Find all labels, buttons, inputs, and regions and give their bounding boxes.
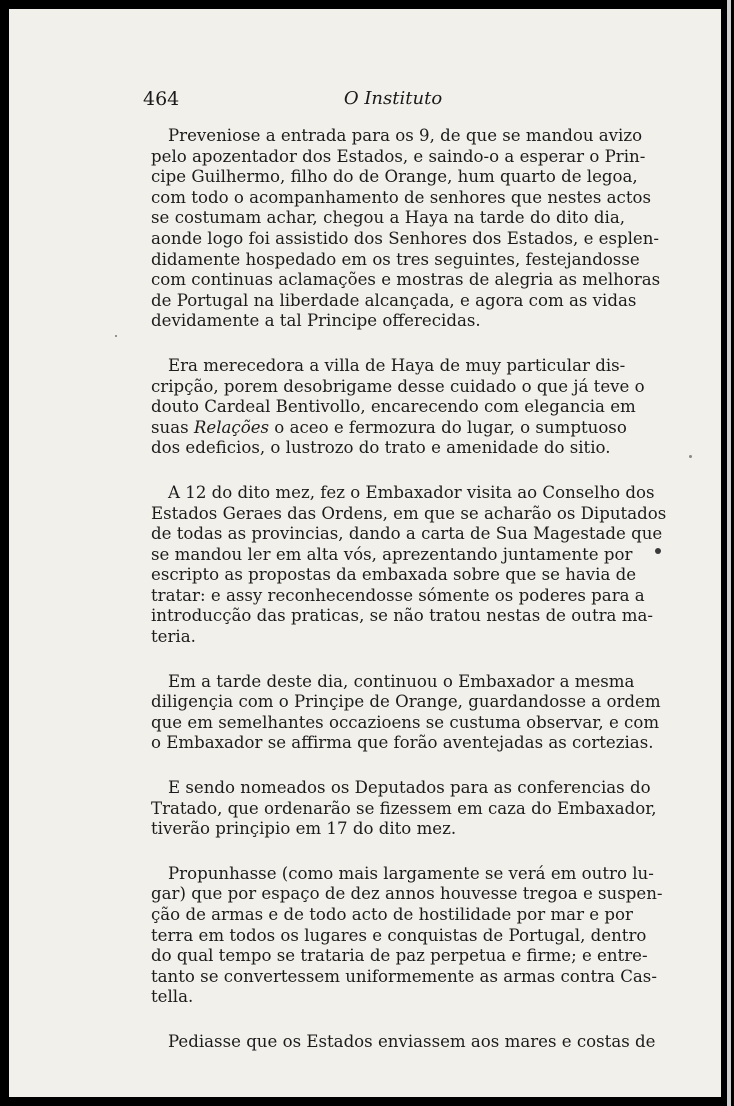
paragraph-2 (151, 355, 645, 459)
body-text (151, 126, 667, 1077)
text-line: A 12 do dito mez, fez o Embaxador visita ao Conselho dos (168, 482, 655, 502)
text-line: Pediasse que os Estados enviassem aos mares e costas de (168, 1031, 656, 1051)
text-line: devidamente a tal Principe offerecidas. (151, 311, 481, 331)
text-line: tratar: e assy reconhecendosse sómente os poderes para a (151, 585, 645, 605)
text-line: Tratado, que ordenarão se fizessem em caza do Embaxador, (151, 798, 657, 818)
text-line: gar) que por espaço de dez annos houvesse tregoa e suspen- (151, 884, 663, 904)
text-line: aonde logo foi assistido dos Senhores dos Estados, e esplen- (151, 228, 660, 248)
text-line: do qual tempo se trataria de paz perpetua e firme; e entre- (151, 946, 648, 966)
text-line: teria. (151, 627, 196, 647)
page-header (143, 88, 623, 114)
text-segment: suas (151, 417, 194, 437)
text-line: escripto as propostas da embaxada sobre que se havia de (151, 565, 637, 585)
ink-speck (655, 548, 661, 554)
text-segment: o aceo e fermozura do lugar, o sumptuoso (269, 417, 627, 437)
paragraph-3 (151, 482, 667, 648)
text-line: diligençia com o Prinçipe de Orange, guardandosse a ordem (151, 692, 661, 712)
running-title: O Instituto (343, 88, 443, 109)
text-line: pelo apozentador dos Estados, e saindo-o a esperar o Prin- (151, 146, 646, 166)
text-line: dos edeficios, o lustrozo do trato e amenidade do sitio. (151, 438, 611, 458)
text-line: de todas as provincias, dando a carta de Sua Magestade que (151, 524, 663, 544)
text-line: que em semelhantes occazioens se custuma observar, e com (151, 712, 660, 732)
text-line: tanto se convertessem uniformemente as armas contra Cas- (151, 966, 657, 986)
text-line-with-italic (151, 418, 625, 439)
text-line: Estados Geraes das Ordens, em que se acharão os Diputados (151, 503, 667, 523)
text-line: Em a tarde deste dia, continuou o Embaxador a mesma (168, 671, 635, 691)
text-line: de Portugal na liberdade alcançada, e agora com as vidas (151, 290, 637, 310)
text-line: tiverão prinçipio em 17 do dito mez. (151, 819, 457, 839)
text-line: Era merecedora a villa de Haya de muy particular dis- (168, 355, 626, 375)
ink-speck (689, 455, 692, 458)
paragraph-6 (151, 863, 663, 1008)
text-line: E sendo nomeados os Deputados para as conferencias do (168, 778, 651, 798)
text-line: se costumam achar, chegou a Haya na tarde do dito dia, (151, 208, 625, 228)
page-number: 464 (143, 88, 180, 110)
ink-speck (115, 335, 117, 337)
text-line: terra em todos os lugares e conquistas de Portugal, dentro (151, 925, 647, 945)
text-line: se mandou ler em alta vós, aprezentando juntamente por (151, 544, 633, 564)
paragraph-5 (151, 778, 657, 840)
paragraph-1 (151, 126, 661, 332)
text-line: tella. (151, 987, 194, 1007)
text-line: cipe Guilhermo, filho do de Orange, hum quarto de legoa, (151, 167, 638, 187)
italic-title-relacoes: Relações (193, 417, 270, 437)
paragraph-4 (151, 671, 661, 754)
text-line: com todo o acompanhamento de senhores que nestes actos (151, 187, 652, 207)
text-line: introducção das praticas, se não tratou nestas de outra ma- (151, 606, 653, 626)
text-line: o Embaxador se affirma que forão aventejadas as cortezias. (151, 733, 654, 753)
text-line: Preveniose a entrada para os 9, de que se mandou avizo (168, 126, 643, 145)
text-line: douto Cardeal Bentivollo, encarecendo com elegancia em (151, 397, 636, 417)
text-line: Propunhasse (como mais largamente se verá em outro lu- (168, 863, 654, 883)
text-line: ção de armas e de todo acto de hostilidade por mar e por (151, 905, 633, 924)
paragraph-7 (151, 1031, 656, 1053)
scan-edge-strip (727, 0, 731, 1106)
text-line: cripção, porem desobrigame desse cuidado o que já teve o (151, 376, 645, 396)
text-line: didamente hospedado em os tres seguintes, festejandosse (151, 249, 640, 269)
text-line: com continuas aclamações e mostras de alegria as melhoras (151, 270, 661, 290)
